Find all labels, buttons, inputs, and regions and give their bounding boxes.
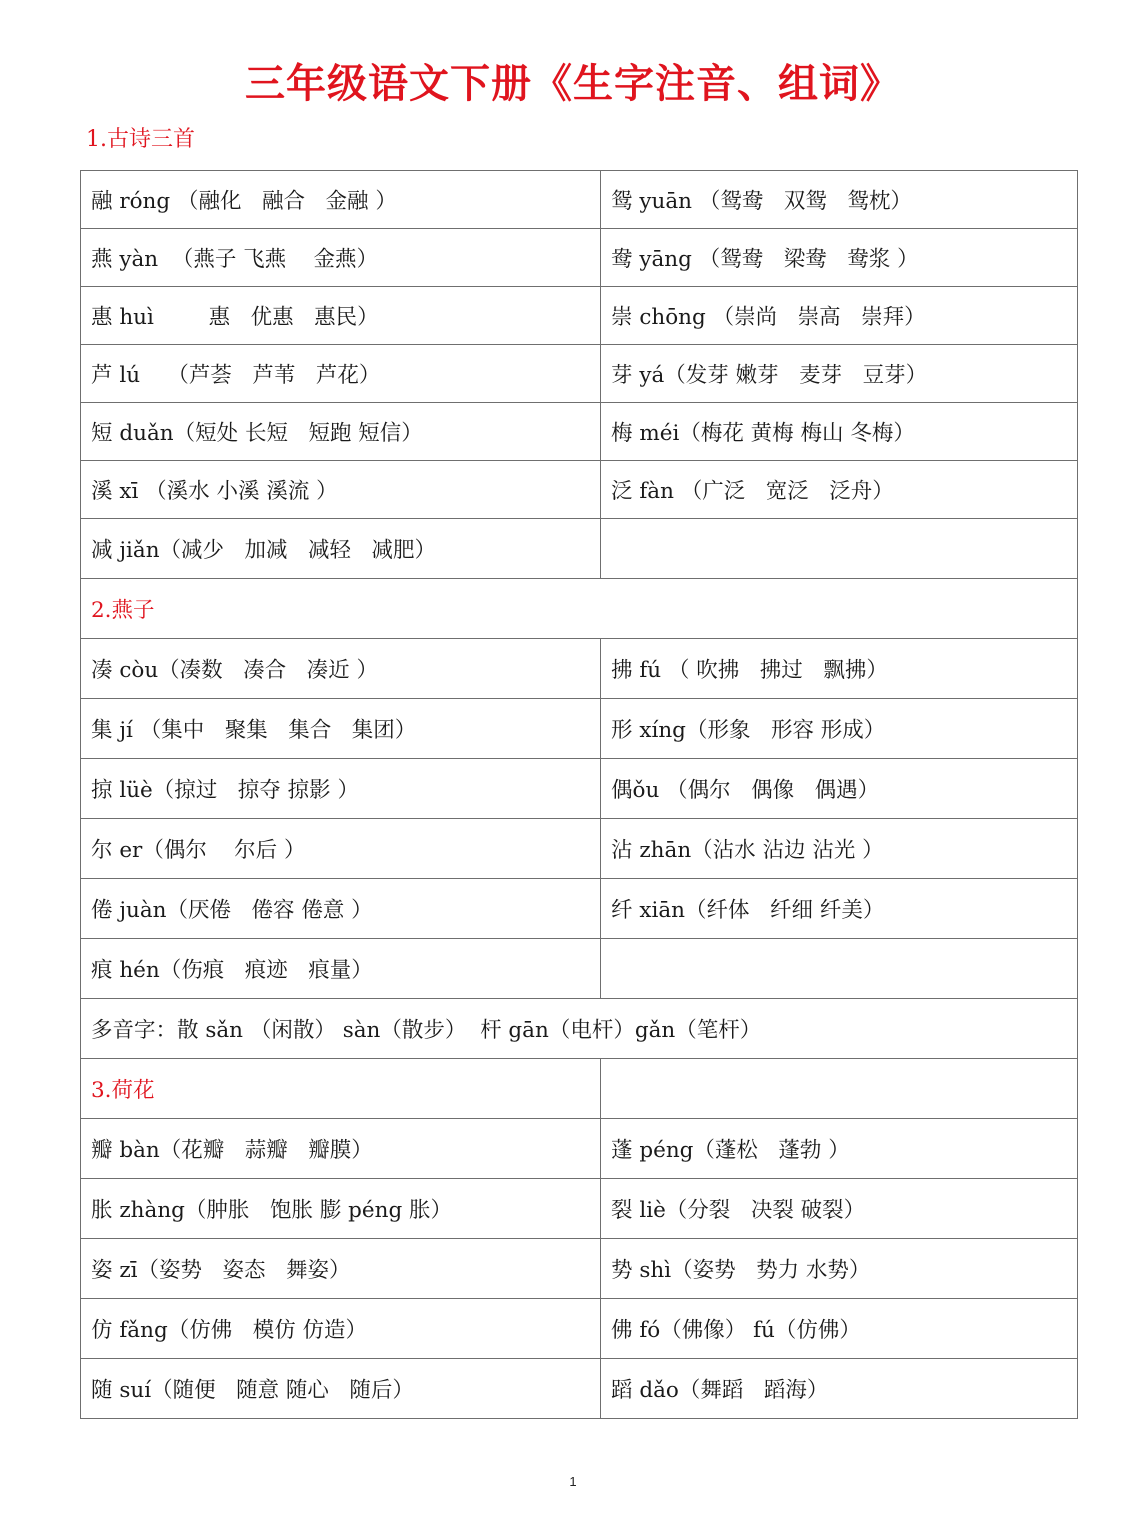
table-row [81,879,1078,939]
table-row [81,1299,1078,1359]
table-row [81,699,1078,759]
section-row [81,1059,1078,1119]
table-cell: 短 duǎn（短处 长短 短跑 短信） [81,403,601,461]
table-row [81,999,1078,1059]
section-row [81,579,1078,639]
table-cell: 姿 zī（姿势 姿态 舞姿） [81,1239,601,1299]
table-cell: 尔 er（偶尔 尔后 ） [81,819,601,879]
table-cell: 沾 zhān（沾水 沾边 沾光 ） [601,819,1078,879]
table-cell: 蹈 dǎo（舞蹈 蹈海） [601,1359,1078,1419]
table-cell: 惠 huì 惠 优惠 惠民） [81,287,601,345]
table-cell [601,1059,1078,1119]
table-cell: 燕 yàn （燕子 飞燕 金燕） [81,229,601,287]
polyphone-note: 多音字：散 sǎn （闲散） sàn（散步） 杆 gān（电杆）gǎn（笔杆） [81,999,1078,1059]
page-title: 三年级语文下册《生字注音、组词》 [245,60,901,107]
page-number: 1 [569,1474,577,1489]
table-cell: 集 jí （集中 聚集 集合 集团） [81,699,601,759]
table-row [81,171,1078,229]
table-cell: 瓣 bàn（花瓣 蒜瓣 瓣膜） [81,1119,601,1179]
table-row [81,759,1078,819]
table-cell: 倦 juàn（厌倦 倦容 倦意 ） [81,879,601,939]
table-cell: 偶ǒu （偶尔 偶像 偶遇） [601,759,1078,819]
table-cell: 鸳 yuān （鸳鸯 双鸳 鸳枕） [601,171,1078,229]
table-cell: 融 róng （融化 融合 金融 ） [81,171,601,229]
section-heading: 3.荷花 [81,1059,601,1119]
vocabulary-table [80,170,1078,1419]
table-cell: 胀 zhàng（肿胀 饱胀 膨 péng 胀） [81,1179,601,1239]
section-heading: 2.燕子 [81,579,1078,639]
table-row [81,229,1078,287]
table-cell: 势 shì（姿势 势力 水势） [601,1239,1078,1299]
table-cell: 随 suí（随便 随意 随心 随后） [81,1359,601,1419]
table-row [81,639,1078,699]
table-cell: 崇 chōng （崇尚 崇高 崇拜） [601,287,1078,345]
table-cell [601,519,1078,579]
table-row [81,461,1078,519]
table-row [81,1119,1078,1179]
table-cell: 溪 xī （溪水 小溪 溪流 ） [81,461,601,519]
table-row [81,403,1078,461]
table-cell: 形 xíng（形象 形容 形成） [601,699,1078,759]
table-cell: 痕 hén（伤痕 痕迹 痕量） [81,939,601,999]
table-cell: 梅 méi（梅花 黄梅 梅山 冬梅） [601,403,1078,461]
table-cell: 芽 yá（发芽 嫩芽 麦芽 豆芽） [601,345,1078,403]
table-row [81,819,1078,879]
table-cell: 泛 fàn （广泛 宽泛 泛舟） [601,461,1078,519]
table-row [81,287,1078,345]
table-cell: 鸯 yāng （鸳鸯 梁鸯 鸯浆 ） [601,229,1078,287]
table-cell: 减 jiǎn（减少 加减 减轻 减肥） [81,519,601,579]
table-cell: 芦 lú （芦荟 芦苇 芦花） [81,345,601,403]
table-cell [601,939,1078,999]
table-cell: 佛 fó（佛像） fú（仿佛） [601,1299,1078,1359]
table-row [81,1179,1078,1239]
table-row [81,1359,1078,1419]
table-row [81,1239,1078,1299]
section-heading: 1.古诗三首 [86,127,195,152]
table-row [81,345,1078,403]
table-cell: 纤 xiān（纤体 纤细 纤美） [601,879,1078,939]
table-cell: 蓬 péng（蓬松 蓬勃 ） [601,1119,1078,1179]
table-cell: 仿 fǎng（仿佛 模仿 仿造） [81,1299,601,1359]
table-cell: 凑 còu（凑数 凑合 凑近 ） [81,639,601,699]
table-cell: 掠 lüè（掠过 掠夺 掠影 ） [81,759,601,819]
table-cell: 拂 fú （ 吹拂 拂过 飘拂） [601,639,1078,699]
table-row [81,519,1078,579]
table-row [81,939,1078,999]
table-cell: 裂 liè（分裂 决裂 破裂） [601,1179,1078,1239]
